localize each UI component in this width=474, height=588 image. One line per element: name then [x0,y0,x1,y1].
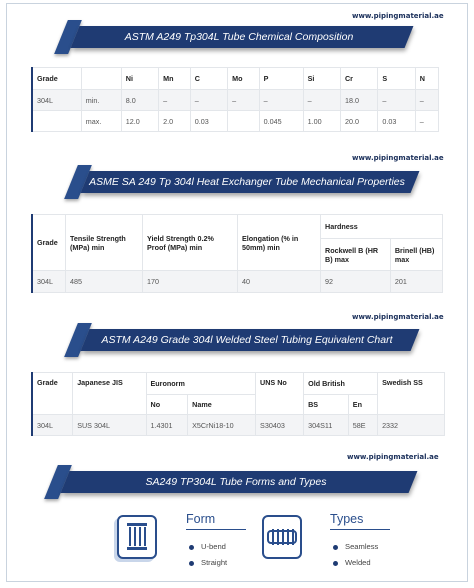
table-cell: 0.03 [190,111,227,132]
section-title: ASTM A249 Tp304L Tube Chemical Composition [124,31,354,43]
table-cell [32,111,81,132]
table-cell: min. [81,90,121,111]
website-url[interactable]: www.pipingmaterial.ae [352,12,444,20]
table-cell: 8.0 [121,90,158,111]
list-item-label: Seamless [345,542,379,551]
table-header: Euronorm [146,373,256,395]
table-cell: – [415,90,438,111]
types-icon [262,515,302,559]
table-cell: 20.0 [340,111,377,132]
table-cell: – [259,90,303,111]
list-item [333,542,378,551]
table-header-row [32,215,443,239]
table-header: Yield Strength 0.2% Proof (MPa) min [143,215,238,271]
table-cell: – [415,111,438,132]
table-cell: X5CrNi18-10 [188,415,256,436]
table-cell: 18.0 [340,90,377,111]
table-cell: 304S11 [304,415,349,436]
website-url[interactable]: www.pipingmaterial.ae [352,313,444,321]
table-row [32,415,445,436]
table-row [32,111,439,132]
table-cell: – [303,90,340,111]
table-header: Si [303,68,340,90]
table-cell: 92 [321,271,391,293]
list-item [189,542,226,551]
table-header-row [32,68,439,90]
table-header: Hardness [321,215,443,239]
table-cell: 1.00 [303,111,340,132]
table-header: Rockwell B (HR B) max [321,239,391,271]
table-cell [228,111,260,132]
table-row [32,90,439,111]
form-title: Form [186,512,216,526]
table-header: Grade [32,215,66,271]
table-header: Tensile Strength (MPa) min [66,215,143,271]
chemical-composition-table [31,67,439,132]
form-icon [117,515,157,559]
mechanical-properties-table [31,214,443,293]
table-header: Cr [340,68,377,90]
section-banner [79,171,415,193]
table-header: BS [304,395,349,415]
table-cell: – [378,90,415,111]
table-header: Mo [228,68,260,90]
table-cell: SUS 304L [73,415,146,436]
table-header: No [146,395,188,415]
types-title: Types [330,512,364,526]
page [6,3,468,582]
table-cell: 2.0 [159,111,191,132]
section-banner [59,471,413,493]
table-cell: 0.045 [259,111,303,132]
list-item [189,558,227,567]
table-header: Brinell (HB) max [390,239,442,271]
list-item-label: U-bend [201,542,226,551]
table-header-row [32,373,445,395]
table-header: Japanese JIS [73,373,146,415]
table-cell: – [228,90,260,111]
table-header: P [259,68,303,90]
table-row [32,271,443,293]
list-item-label: Welded [345,558,371,567]
table-header: Mn [159,68,191,90]
table-header: Grade [32,68,81,90]
list-item-label: Straight [201,558,228,567]
table-header: Old British [304,373,378,395]
table-cell: 304L [32,90,81,111]
table-header [81,68,121,90]
table-cell: 201 [390,271,442,293]
website-url[interactable]: www.pipingmaterial.ae [352,154,444,162]
table-cell: 2332 [378,415,445,436]
table-header: S [378,68,415,90]
table-header: Elongation (% in 50mm) min [238,215,321,271]
section-title: ASTM A249 Grade 304l Welded Steel Tubing Equivalent Chart [101,334,393,346]
table-cell: 304L [32,415,73,436]
table-header: Grade [32,373,73,415]
table-cell: 170 [143,271,238,293]
section-banner [79,329,415,351]
divider [330,529,390,530]
table-cell: – [159,90,191,111]
table-cell: 485 [66,271,143,293]
table-cell: 0.03 [378,111,415,132]
section-banner [69,26,409,48]
table-cell: max. [81,111,121,132]
table-cell: 1.4301 [146,415,188,436]
table-header: N [415,68,438,90]
table-header: Ni [121,68,158,90]
table-cell: 40 [238,271,321,293]
table-header: UNS No [256,373,304,415]
table-header: Name [188,395,256,415]
table-cell: 12.0 [121,111,158,132]
table-header: Swedish SS [378,373,445,415]
table-cell: – [190,90,227,111]
equivalent-chart-table [31,372,445,436]
section-title: SA249 TP304L Tube Forms and Types [145,476,327,488]
website-url[interactable]: www.pipingmaterial.ae [347,453,439,461]
table-cell: 58E [348,415,377,436]
table-header: En [348,395,377,415]
table-cell: S30403 [256,415,304,436]
table-header: C [190,68,227,90]
table-cell: 304L [32,271,66,293]
section-title: ASME SA 249 Tp 304l Heat Exchanger Tube Mechanical Properties [89,176,405,188]
divider [186,529,246,530]
list-item [333,558,371,567]
